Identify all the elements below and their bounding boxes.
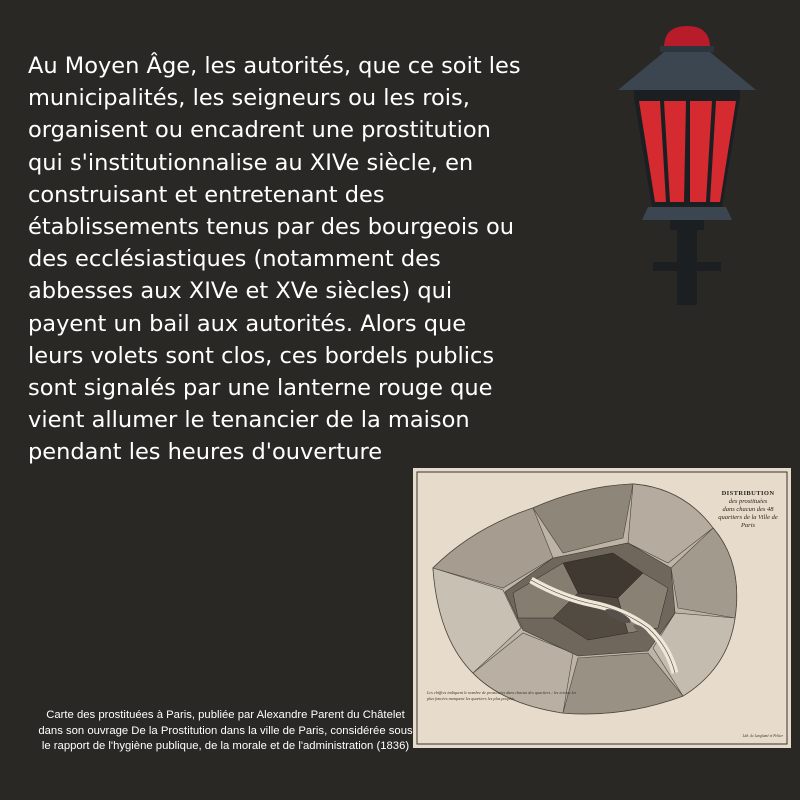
image-caption: Carte des prostituées à Paris, publiée par Alexandre Parent du Châtelet dans son ouvrage De la Prostitution dans la ville de Paris, considérée sous le rapport de l'hygiène publique, de la morale et de l'administration (1836) bbox=[38, 709, 413, 752]
main-text: Au Moyen Âge, les autorités, que ce soit les municipalités, les seigneurs ou les rois, organisent ou encadrent une prostitution qui s'institutionnalise au XIVe siècle, en construisant et entretenant des établissements tenus par des bourgeois ou des ecclésiastiques (notamment des abbesses aux XIVe et XVe siècles) qui payent un bail aux autorités. Alors que leurs volets sont clos, ces bordels publics sont signalés par une lanterne rouge que vient allumer le tenancier de la maison pendant les heures d'ouverture bbox=[28, 53, 521, 466]
map-legend: Les chiffres indiquent le nombre de prostituées dans chacun des quartiers ; les teintes les plus foncées marquent les quartiers les plus peuplés. bbox=[427, 690, 577, 701]
map-title-line-1: DISTRIBUTION bbox=[721, 490, 775, 497]
map-credit: Lith. de Langlumé et Peltier bbox=[742, 734, 783, 738]
map-title bbox=[713, 490, 783, 530]
paris-map-image bbox=[413, 468, 791, 748]
map-title-line-3: dans chacun des 48 quartiers de la Ville de Paris bbox=[718, 506, 778, 529]
map-title-line-2: des prostituées bbox=[728, 498, 768, 505]
red-lantern-icon bbox=[610, 12, 765, 307]
